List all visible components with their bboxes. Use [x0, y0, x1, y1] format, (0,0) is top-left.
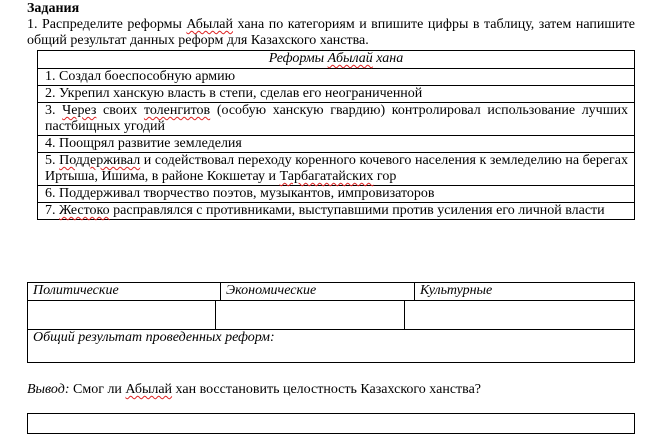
reforms-table-header [38, 51, 634, 69]
conclusion-name: Абылай [125, 382, 173, 397]
reform-text: 7. [45, 203, 59, 218]
reform-text: и содействовал переходу коренного кочевого населения к земледелию на берегах Иртыша, Ишима, в районе Кокшетау и [45, 153, 628, 184]
reform-row-2 [38, 86, 634, 103]
economic-answer-cell[interactable] [216, 301, 405, 329]
reform-text: расправлялся с противниками, выступавшими против усиления его личной власти [109, 203, 605, 218]
reform-text: Тарбагатайских [279, 169, 374, 184]
conclusion-answer-box[interactable] [27, 413, 635, 434]
task-name: Абылай [186, 17, 234, 32]
reform-row-7 [38, 203, 634, 219]
reform-text: (особую ханскую гвардию) контролировал использование лучших пастбищных угодий [45, 103, 628, 134]
task-text-2: хана по категориям и впишите цифры в таблицу, затем напишите общий результат данных реформ для Казахского ханства. [27, 17, 635, 48]
reform-row-1 [38, 69, 634, 86]
column-political: Политические [28, 283, 221, 300]
reform-row-4 [38, 136, 634, 153]
task-text-1: 1. Распределите реформы [27, 17, 187, 32]
cultural-answer-cell[interactable] [405, 301, 634, 329]
header-text-2: хана [372, 51, 404, 66]
reform-row-6 [38, 186, 634, 203]
reform-text: своих [96, 103, 144, 118]
column-economic: Экономические [221, 283, 415, 300]
task-instruction [27, 17, 635, 49]
reform-text: Жестоко [59, 203, 110, 218]
political-answer-cell[interactable] [28, 301, 216, 329]
reform-text: Через [62, 103, 97, 118]
reform-text: 2. Укрепил ханскую власть в степи, сделав его неограниченной [45, 86, 423, 101]
reform-text: 6. Поддерживал творчество поэтов, музыкантов, импровизаторов [45, 186, 435, 201]
column-cultural: Культурные [420, 283, 493, 298]
conclusion-text-2: хан восстановить целостность Казахского ханства? [172, 382, 482, 397]
reform-text: 5. [45, 153, 60, 168]
conclusion-label: Вывод: [27, 382, 70, 397]
reform-text: 4. Поощрял развитие земледелия [45, 136, 242, 151]
categories-table [27, 282, 635, 363]
reform-row-5 [38, 153, 634, 186]
conclusion-question [27, 382, 481, 398]
reforms-table [37, 50, 635, 220]
conclusion-text-1: Смог ли [69, 382, 126, 397]
total-result-cell[interactable] [28, 330, 634, 346]
header-text-1: Реформы [268, 51, 328, 66]
section-heading: Задания [27, 1, 80, 16]
reform-text: толенгитов [143, 103, 211, 118]
total-result-label: Общий результат проведенных реформ: [33, 330, 275, 345]
categories-answer-row [28, 301, 634, 330]
reform-text: 3. [45, 103, 63, 118]
header-name: Абылай [327, 51, 373, 66]
reform-row-3 [38, 103, 634, 136]
reform-text: гор [373, 169, 397, 184]
categories-header-row [28, 283, 634, 301]
reform-text: Поддерживал [59, 153, 141, 168]
reform-text: 1. Создал боеспособную армию [45, 69, 236, 84]
